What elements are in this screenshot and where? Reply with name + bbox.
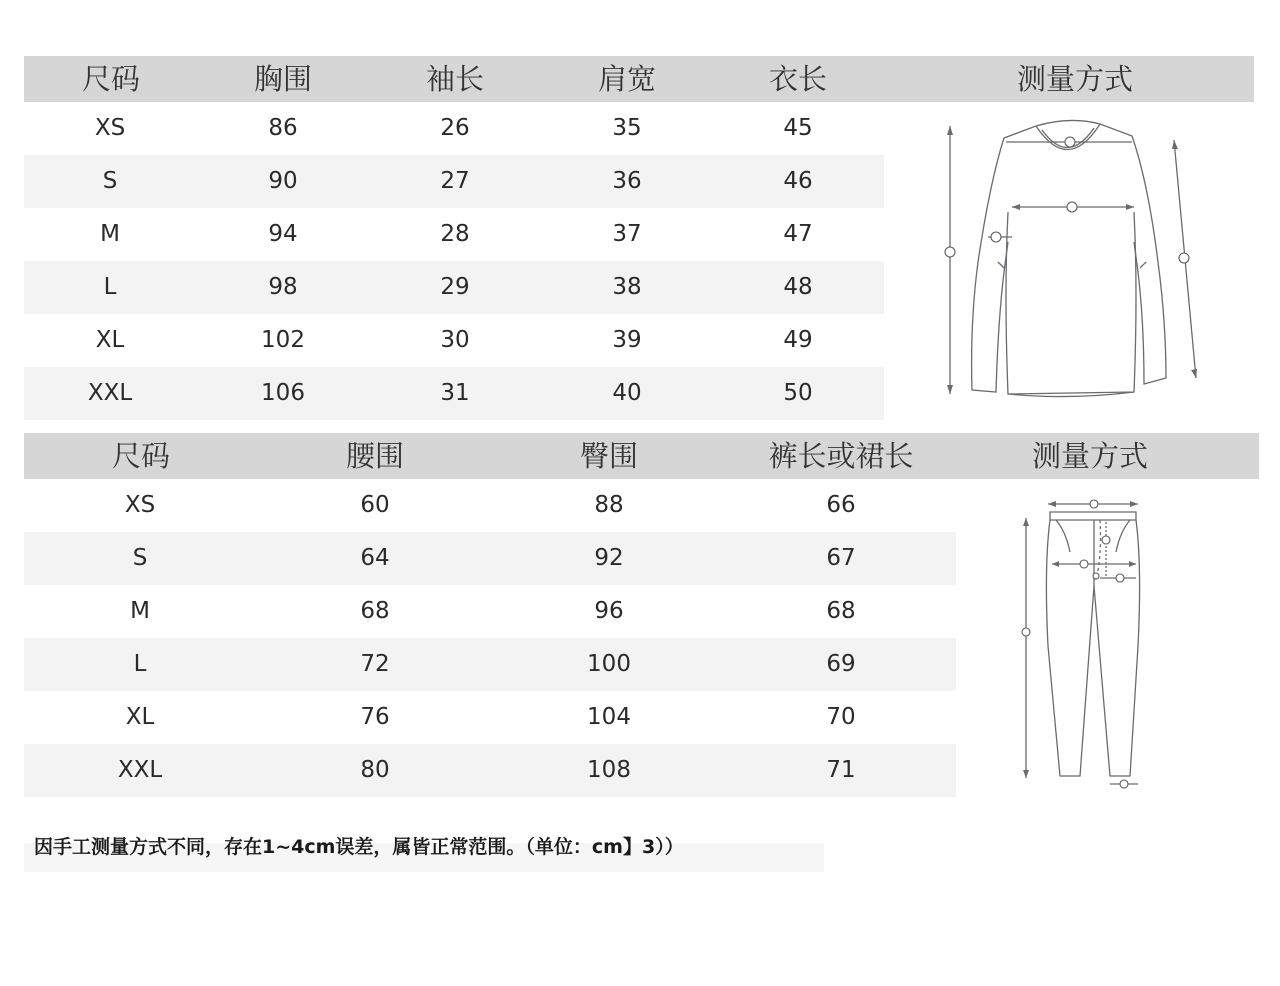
cell-waist: 80 [360, 757, 390, 783]
table-row [24, 479, 956, 532]
top-header-measure: 测量方式 [1016, 62, 1134, 96]
cell-sleeve: 26 [440, 115, 470, 141]
table-row [24, 314, 884, 367]
cell-size: XL [125, 704, 155, 730]
cell-shoulder: 38 [612, 274, 642, 300]
cell-size: XS [124, 492, 156, 518]
top-header-chest: 胸围 [253, 62, 313, 96]
cell-length: 68 [826, 598, 856, 624]
table-row [24, 261, 884, 314]
top-header-shoulder: 肩宽 [597, 62, 657, 96]
table-row [24, 691, 956, 744]
cell-shoulder: 37 [612, 221, 642, 247]
cell-shoulder: 35 [612, 115, 642, 141]
cell-size: M [100, 221, 120, 247]
table-row [24, 585, 956, 638]
cell-sleeve: 30 [440, 327, 470, 353]
table-row [24, 532, 956, 585]
cell-hip: 96 [594, 598, 624, 624]
cell-chest: 106 [261, 380, 305, 406]
table-row [24, 638, 956, 691]
cell-length: 47 [783, 221, 813, 247]
cell-length: 50 [783, 380, 813, 406]
bottom-header-size: 尺码 [111, 439, 171, 473]
bottom-table-header [24, 433, 1259, 479]
cell-chest: 90 [268, 168, 298, 194]
cell-waist: 68 [360, 598, 390, 624]
cell-waist: 72 [360, 651, 390, 677]
cell-size: L [133, 651, 147, 677]
cell-sleeve: 29 [440, 274, 470, 300]
cell-length: 48 [783, 274, 813, 300]
cell-chest: 86 [268, 115, 298, 141]
cell-hip: 108 [587, 757, 631, 783]
cell-hip: 104 [587, 704, 631, 730]
cell-sleeve: 27 [440, 168, 470, 194]
cell-length: 70 [826, 704, 856, 730]
cell-length: 46 [783, 168, 813, 194]
bottom-header-waist: 腰围 [345, 439, 405, 473]
cell-size: L [103, 274, 117, 300]
cell-length: 49 [783, 327, 813, 353]
table-row [24, 102, 884, 155]
top-table-header [24, 56, 1254, 102]
table-row [24, 744, 956, 797]
cell-chest: 102 [261, 327, 305, 353]
cell-size: S [132, 545, 148, 571]
top-header-size: 尺码 [81, 62, 141, 96]
long-sleeve-shirt-diagram-icon [938, 112, 1208, 402]
cell-length: 71 [826, 757, 856, 783]
cell-length: 45 [783, 115, 813, 141]
cell-sleeve: 31 [440, 380, 470, 406]
cell-length: 66 [826, 492, 856, 518]
cell-length: 69 [826, 651, 856, 677]
cell-shoulder: 40 [612, 380, 642, 406]
cell-size: M [130, 598, 150, 624]
cell-hip: 100 [587, 651, 631, 677]
cell-sleeve: 28 [440, 221, 470, 247]
cell-size: XS [94, 115, 126, 141]
cell-waist: 60 [360, 492, 390, 518]
cell-waist: 64 [360, 545, 390, 571]
trousers-diagram-icon [1012, 496, 1152, 792]
table-row [24, 208, 884, 261]
bottom-header-measure: 测量方式 [1031, 439, 1149, 473]
bottom-header-hip: 臀围 [579, 439, 639, 473]
cell-hip: 92 [594, 545, 624, 571]
cell-length: 67 [826, 545, 856, 571]
cell-chest: 98 [268, 274, 298, 300]
cell-shoulder: 39 [612, 327, 642, 353]
table-row [24, 367, 884, 420]
cell-size: XL [95, 327, 125, 353]
cell-size: XXL [117, 757, 163, 783]
top-header-sleeve: 袖长 [425, 62, 485, 96]
cell-chest: 94 [268, 221, 298, 247]
note-text: 因手工测量方式不同，存在1~4cm误差，属皆正常范围。（单位：cm】3）） [34, 836, 684, 858]
cell-size: XXL [87, 380, 133, 406]
top-header-length: 衣长 [768, 62, 828, 96]
cell-waist: 76 [360, 704, 390, 730]
cell-shoulder: 36 [612, 168, 642, 194]
table-row [24, 155, 884, 208]
bottom-header-length: 裤长或裙长 [768, 439, 914, 473]
cell-hip: 88 [594, 492, 624, 518]
measurement-note [24, 826, 824, 872]
cell-size: S [102, 168, 118, 194]
